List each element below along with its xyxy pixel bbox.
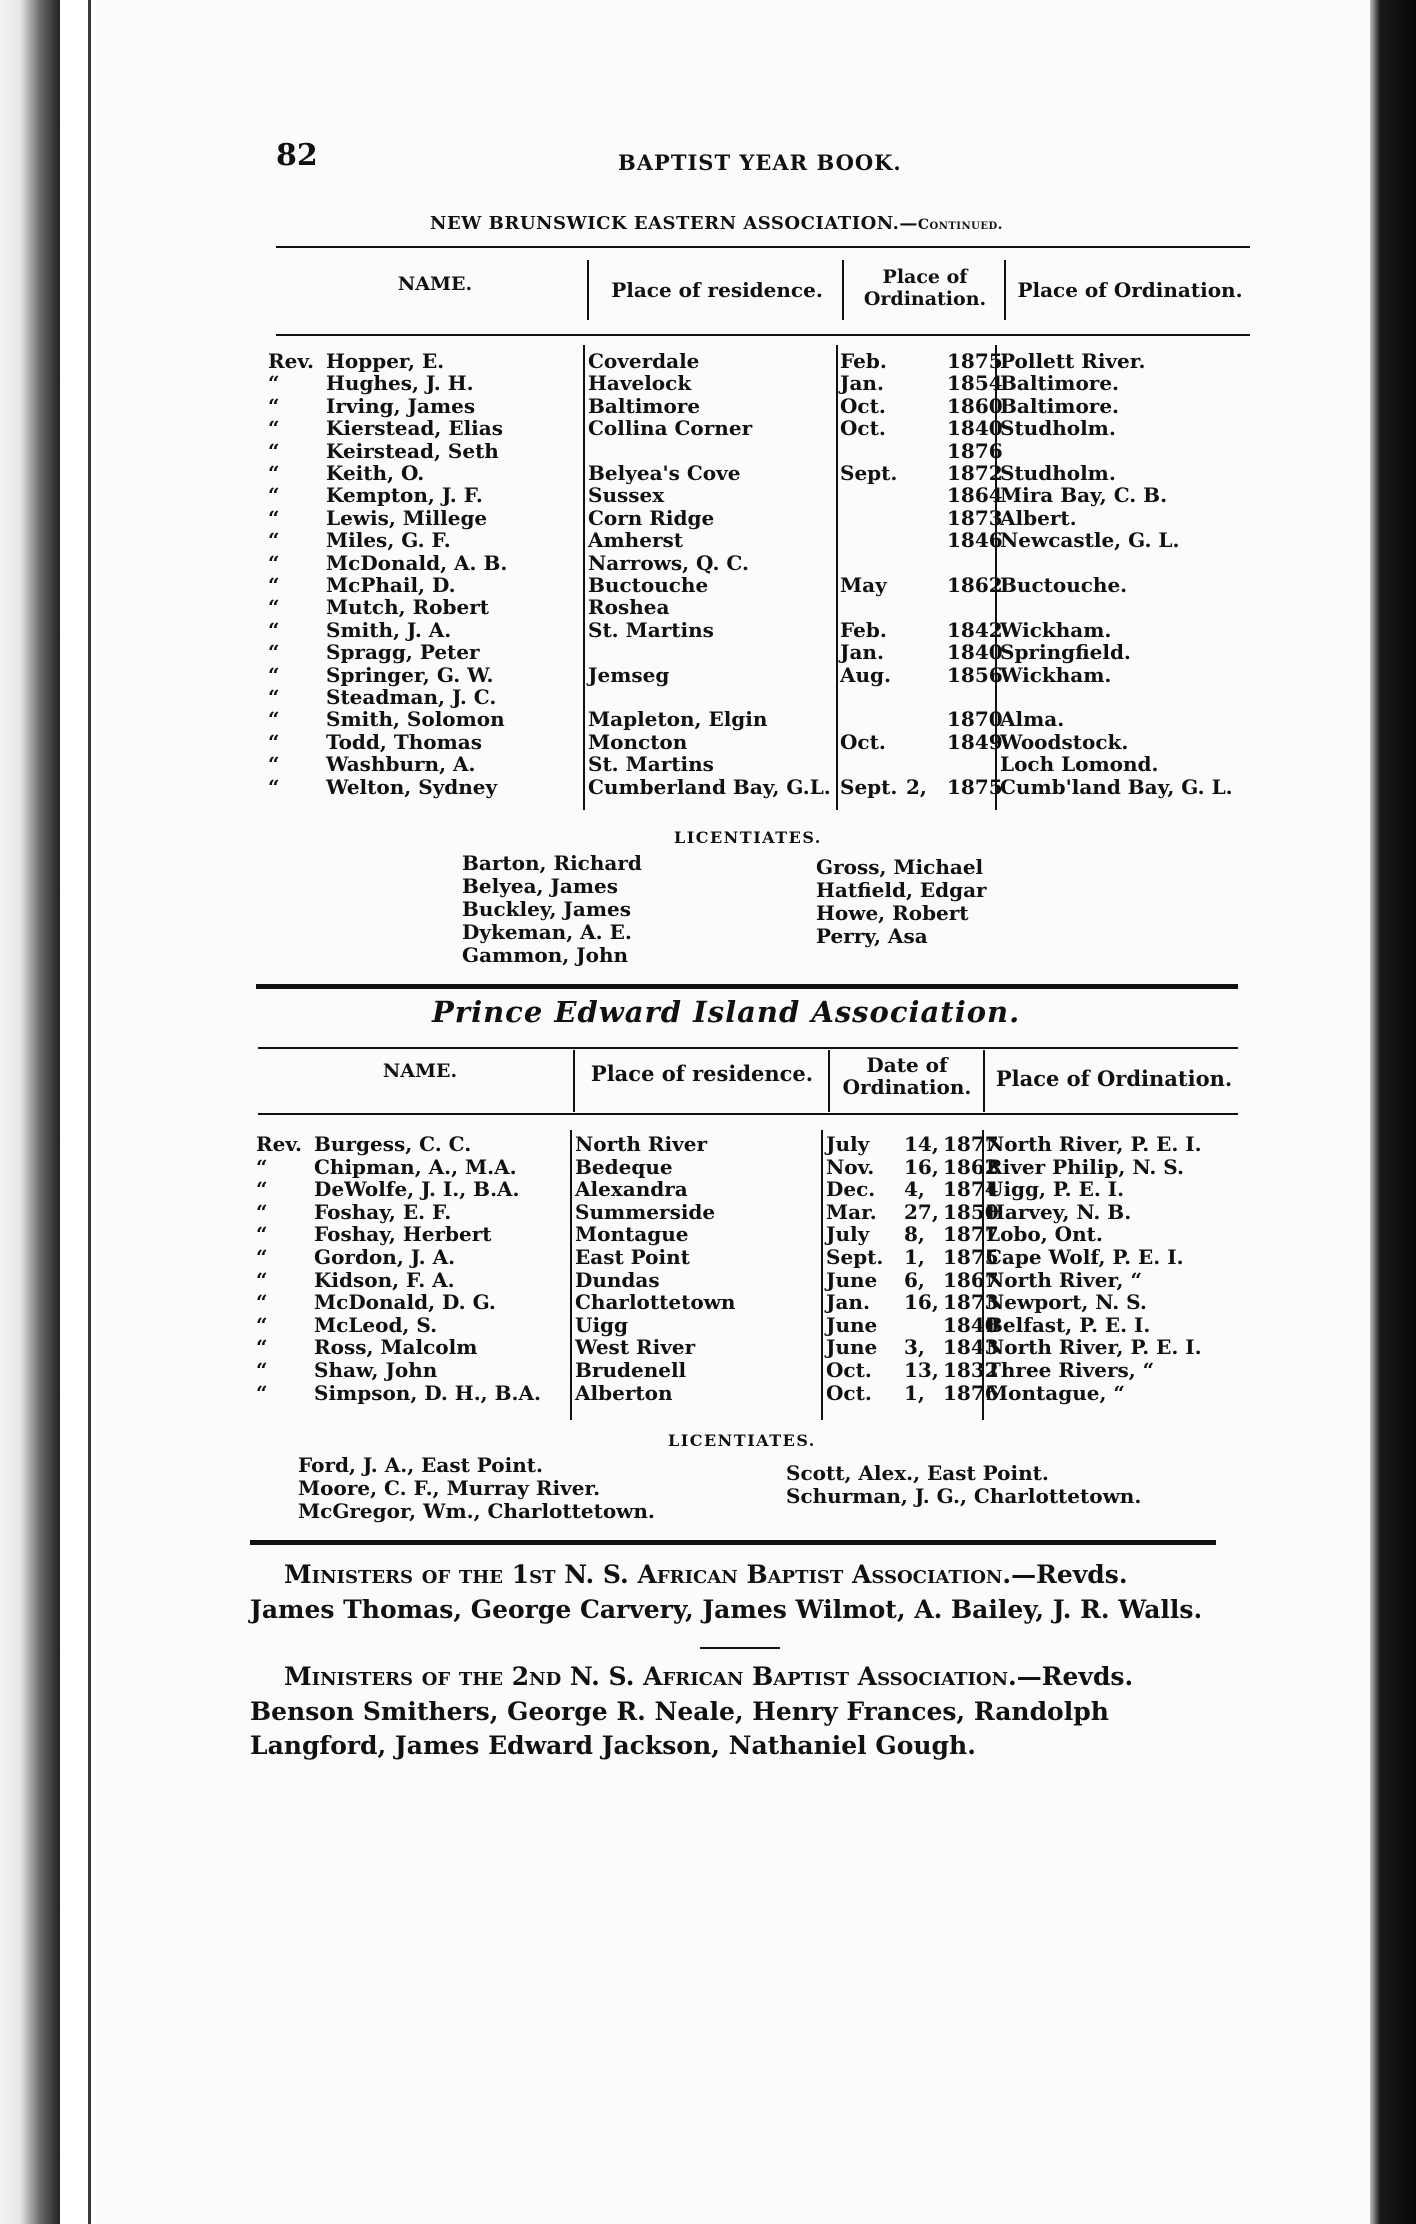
- pei-header-divider-3: [983, 1050, 985, 1112]
- row-day: 2,: [906, 774, 927, 799]
- table-row: [0, 1223, 1416, 1246]
- row-year: 1840: [943, 1312, 999, 1337]
- row-name: Kempton, J. F.: [326, 483, 483, 508]
- row-name: Gordon, J. A.: [314, 1245, 456, 1269]
- pei-licentiates-right: [786, 1462, 1141, 1508]
- licentiate: Moore, C. F., Murray River.: [298, 1476, 601, 1500]
- row-residence: Sussex: [588, 483, 665, 508]
- row-place: Pollett River.: [1000, 349, 1146, 373]
- table-row: [0, 753, 1416, 776]
- row-place: Studholm.: [1000, 416, 1116, 441]
- row-prefix: “: [256, 1290, 268, 1315]
- row-prefix: “: [268, 685, 280, 709]
- row-name: McDonald, D. G.: [314, 1290, 496, 1315]
- row-month: June: [826, 1312, 878, 1337]
- nb-col-date: Place of Ordination.: [863, 266, 987, 310]
- row-year: 1832: [943, 1358, 999, 1382]
- row-year: 1873: [943, 1290, 999, 1315]
- row-year: 1854: [947, 371, 1003, 396]
- row-month: Sept.: [840, 461, 898, 485]
- row-residence: St. Martins: [588, 752, 714, 777]
- row-day: 1,: [904, 1245, 925, 1269]
- row-residence: Baltimore: [588, 393, 701, 418]
- table-row: [0, 1156, 1416, 1179]
- row-month: Feb.: [840, 349, 887, 373]
- row-year: 1856: [947, 662, 1003, 687]
- table-row: [0, 664, 1416, 687]
- row-month: Nov.: [826, 1154, 875, 1179]
- row-place: Baltimore.: [1000, 393, 1120, 418]
- row-name: Hopper, E.: [326, 349, 445, 373]
- row-place: Springfield.: [1000, 640, 1131, 665]
- row-name: Steadman, J. C.: [326, 685, 497, 709]
- row-name: Shaw, John: [314, 1358, 438, 1382]
- row-residence: West River: [575, 1335, 696, 1360]
- table-row: [0, 552, 1416, 575]
- row-name: Springer, G. W.: [326, 662, 494, 687]
- row-month: May: [840, 573, 887, 597]
- row-year: 1876: [947, 438, 1003, 463]
- row-prefix: “: [268, 550, 280, 575]
- african-2-revds: —Revds.: [1016, 1662, 1134, 1691]
- row-month: Dec.: [826, 1177, 876, 1202]
- african-1-heading: Ministers of the 1st N. S. African Baptist Association.: [284, 1560, 1012, 1589]
- row-name: Spragg, Peter: [326, 640, 480, 665]
- row-place: Woodstock.: [1000, 729, 1129, 754]
- row-prefix: “: [268, 505, 280, 530]
- row-month: Oct.: [840, 416, 886, 441]
- row-residence: Charlottetown: [575, 1290, 736, 1315]
- table-row: [0, 350, 1416, 373]
- row-name: McLeod, S.: [314, 1312, 438, 1337]
- short-divider: [700, 1647, 780, 1649]
- row-place: Buctouche.: [1000, 573, 1128, 597]
- row-day: 27,: [904, 1199, 939, 1224]
- licentiate: Buckley, James: [462, 897, 632, 921]
- row-month: Oct.: [840, 393, 886, 418]
- table-row: [0, 395, 1416, 418]
- table-row: [0, 372, 1416, 395]
- book-spine-left: [0, 0, 60, 2224]
- row-month: Mar.: [826, 1199, 877, 1224]
- row-place: Studholm.: [1000, 461, 1116, 485]
- row-residence: Belyea's Cove: [588, 461, 741, 485]
- row-prefix: “: [256, 1245, 268, 1269]
- row-year: 1874: [943, 1177, 999, 1202]
- row-place: Newport, N. S.: [986, 1290, 1147, 1315]
- licentiate: McGregor, Wm., Charlottetown.: [298, 1499, 655, 1523]
- row-prefix: “: [268, 393, 280, 418]
- row-prefix: “: [268, 617, 280, 642]
- licentiate: Gross, Michael: [816, 855, 984, 879]
- table-row: [0, 1291, 1416, 1314]
- nb-licentiates-right: [816, 856, 987, 948]
- pei-header-divider-2: [828, 1050, 830, 1112]
- row-prefix: “: [256, 1199, 268, 1224]
- row-name: McDonald, A. B.: [326, 550, 508, 575]
- pei-section-title: Prince Edward Island Association.: [432, 995, 1021, 1029]
- row-residence: East Point: [575, 1245, 690, 1269]
- table-row: [0, 641, 1416, 664]
- licentiate: Schurman, J. G., Charlottetown.: [786, 1484, 1142, 1508]
- row-place: Wickham.: [1000, 617, 1112, 642]
- running-head: BAPTIST YEAR BOOK.: [618, 150, 902, 175]
- table-row: [0, 1382, 1416, 1405]
- row-name: Hughes, J. H.: [326, 371, 474, 396]
- row-place: Loch Lomond.: [1000, 752, 1159, 777]
- licentiate: Howe, Robert: [816, 901, 969, 925]
- row-day: 8,: [904, 1222, 925, 1247]
- nb-title-main: NEW BRUNSWICK EASTERN ASSOCIATION.—: [430, 213, 918, 234]
- row-month: Oct.: [826, 1358, 872, 1382]
- pei-licentiates-title: LICENTIATES.: [668, 1431, 816, 1450]
- row-month: Jan.: [840, 371, 884, 396]
- pei-col-name: NAME.: [382, 1060, 458, 1082]
- row-year: 1860: [947, 393, 1003, 418]
- row-name: Smith, J. A.: [326, 617, 452, 642]
- row-residence: Moncton: [588, 729, 688, 754]
- table-row: [0, 776, 1416, 799]
- row-residence: Narrows, Q. C.: [588, 550, 749, 575]
- book-edge-right: [1370, 0, 1416, 2224]
- page-number: 82: [276, 138, 318, 173]
- row-place: Albert.: [1000, 505, 1077, 530]
- row-prefix: “: [268, 595, 280, 620]
- table-row: [0, 462, 1416, 485]
- african-2-heading-line: [284, 1660, 1133, 1693]
- pei-col-place: Place of Ordination.: [995, 1066, 1233, 1091]
- row-place: Lobo, Ont.: [986, 1222, 1103, 1247]
- row-prefix: “: [268, 371, 280, 396]
- table-row: [0, 574, 1416, 597]
- row-place: Harvey, N. B.: [986, 1199, 1132, 1224]
- row-prefix: “: [268, 528, 280, 553]
- row-name: Burgess, C. C.: [314, 1132, 472, 1156]
- row-name: Foshay, E. F.: [314, 1199, 452, 1224]
- table-row: [0, 1201, 1416, 1224]
- row-residence: Jemseg: [588, 662, 670, 687]
- row-year: 1849: [947, 729, 1003, 754]
- licentiate: Ford, J. A., East Point.: [298, 1453, 543, 1477]
- row-residence: Summerside: [575, 1199, 716, 1224]
- table-row: [0, 529, 1416, 552]
- row-place: Cumb'land Bay, G. L.: [1000, 774, 1233, 799]
- row-day: 16,: [904, 1290, 939, 1315]
- row-name: Lewis, Millege: [326, 505, 488, 530]
- table-row: [0, 417, 1416, 440]
- nb-header-divider-2: [842, 260, 844, 320]
- pei-header-divider-1: [573, 1050, 575, 1112]
- section-divider-rule: [256, 984, 1238, 989]
- row-prefix: “: [268, 774, 280, 799]
- row-residence: Montague: [575, 1222, 689, 1247]
- row-year: 1843: [943, 1335, 999, 1360]
- row-residence: Alberton: [575, 1380, 673, 1405]
- row-name: Washburn, A.: [326, 752, 476, 777]
- row-name: Chipman, A., M.A.: [314, 1154, 517, 1179]
- licentiate: Belyea, James: [462, 874, 619, 898]
- nb-header-divider-3: [1004, 260, 1006, 320]
- row-residence: Alexandra: [575, 1177, 688, 1202]
- row-year: 1875: [947, 774, 1003, 799]
- row-residence: Brudenell: [575, 1358, 687, 1382]
- african-1-revds: —Revds.: [1011, 1560, 1128, 1589]
- table-row: [0, 1269, 1416, 1292]
- table-row: [0, 686, 1416, 709]
- nb-section-title: [430, 213, 1003, 234]
- row-year: 1872: [947, 461, 1003, 485]
- table-row: [0, 1133, 1416, 1156]
- row-prefix: “: [256, 1177, 268, 1202]
- row-place: Belfast, P. E. I.: [986, 1312, 1151, 1337]
- row-residence: Cumberland Bay, G.L.: [588, 774, 831, 799]
- table-row: [0, 619, 1416, 642]
- row-month: June: [826, 1335, 878, 1360]
- table-row: [0, 507, 1416, 530]
- licentiate: Perry, Asa: [816, 924, 928, 948]
- row-place: Three Rivers, “: [986, 1358, 1155, 1382]
- row-residence: St. Martins: [588, 617, 714, 642]
- pei-licentiates-left: [298, 1454, 655, 1523]
- row-place: River Philip, N. S.: [986, 1154, 1184, 1179]
- row-name: Foshay, Herbert: [314, 1222, 492, 1247]
- row-year: 1876: [943, 1380, 999, 1405]
- row-residence: Bedeque: [575, 1154, 673, 1179]
- licentiate: Scott, Alex., East Point.: [786, 1461, 1049, 1485]
- row-place: North River, P. E. I.: [986, 1132, 1202, 1156]
- row-month: July: [826, 1222, 870, 1247]
- pei-header-bottom-rule: [258, 1113, 1238, 1115]
- nb-header-divider-1: [587, 260, 589, 320]
- nb-col-place: Place of Ordination.: [1017, 278, 1243, 302]
- row-prefix: “: [268, 573, 280, 597]
- row-name: Keirstead, Seth: [326, 438, 499, 463]
- row-year: 1877: [943, 1132, 999, 1156]
- row-residence: Uigg: [575, 1312, 629, 1337]
- row-year: 1862: [943, 1154, 999, 1179]
- row-name: Todd, Thomas: [326, 729, 482, 754]
- row-day: 16,: [904, 1154, 939, 1179]
- row-day: 13,: [904, 1358, 939, 1382]
- row-prefix: “: [256, 1335, 268, 1360]
- row-year: 1875: [943, 1245, 999, 1269]
- row-name: Mutch, Robert: [326, 595, 490, 620]
- row-year: 1870: [947, 707, 1003, 732]
- nb-header-top-rule: [276, 246, 1250, 248]
- row-prefix: “: [256, 1154, 268, 1179]
- row-day: 6,: [904, 1267, 925, 1292]
- row-prefix: “: [256, 1358, 268, 1382]
- table-row: [0, 1336, 1416, 1359]
- row-name: Smith, Solomon: [326, 707, 505, 732]
- row-year: 1875: [947, 349, 1003, 373]
- row-name: Miles, G. F.: [326, 528, 451, 553]
- african-2-names-line-2: Langford, James Edward Jackson, Nathaniel Gough.: [250, 1731, 976, 1760]
- row-year: 1840: [947, 416, 1003, 441]
- row-month: Jan.: [840, 640, 884, 665]
- row-prefix: Rev.: [256, 1132, 302, 1156]
- african-2-names-line-1: Benson Smithers, George R. Neale, Henry Frances, Randolph: [250, 1697, 1109, 1726]
- row-prefix: “: [268, 707, 280, 732]
- row-residence: Mapleton, Elgin: [588, 707, 768, 732]
- row-place: Newcastle, G. L.: [1000, 528, 1180, 553]
- section-divider-rule-2: [250, 1540, 1216, 1545]
- row-prefix: Rev.: [268, 349, 314, 373]
- licentiate: Dykeman, A. E.: [462, 920, 632, 944]
- row-name: DeWolfe, J. I., B.A.: [314, 1177, 520, 1202]
- row-name: Kierstead, Elias: [326, 416, 503, 441]
- table-row: [0, 731, 1416, 754]
- row-residence: Collina Corner: [588, 416, 753, 441]
- pei-col-date: Date of Ordination.: [842, 1053, 972, 1099]
- table-row: [0, 1178, 1416, 1201]
- row-day: 14,: [904, 1132, 939, 1156]
- row-place: Baltimore.: [1000, 371, 1120, 396]
- row-place: North River, “: [986, 1267, 1142, 1292]
- row-residence: Roshea: [588, 595, 670, 620]
- row-year: 1867: [943, 1267, 999, 1292]
- row-month: Sept.: [826, 1245, 884, 1269]
- licentiate: Hatfield, Edgar: [816, 878, 987, 902]
- nb-col-residence: Place of residence.: [611, 278, 823, 302]
- row-month: July: [826, 1132, 870, 1156]
- row-year: 1862: [947, 573, 1003, 597]
- pei-header-top-rule: [258, 1047, 1238, 1049]
- row-prefix: “: [268, 438, 280, 463]
- row-place: Uigg, P. E. I.: [986, 1177, 1125, 1202]
- row-month: Aug.: [840, 662, 892, 687]
- row-prefix: “: [268, 416, 280, 441]
- table-row: [0, 1246, 1416, 1269]
- licentiate: Gammon, John: [462, 943, 629, 967]
- page-edge-line: [88, 0, 91, 2224]
- table-row: [0, 484, 1416, 507]
- row-year: 1850: [943, 1199, 999, 1224]
- african-1-heading-line: [284, 1558, 1128, 1591]
- row-prefix: “: [256, 1312, 268, 1337]
- row-place: Wickham.: [1000, 662, 1112, 687]
- licentiate: Barton, Richard: [462, 851, 642, 875]
- row-residence: Havelock: [588, 371, 692, 396]
- pei-col-residence: Place of residence.: [590, 1061, 814, 1086]
- nb-licentiates-title: LICENTIATES.: [674, 828, 822, 847]
- row-residence: Buctouche: [588, 573, 709, 597]
- row-month: Feb.: [840, 617, 887, 642]
- row-place: Mira Bay, C. B.: [1000, 483, 1168, 508]
- row-prefix: “: [256, 1222, 268, 1247]
- row-name: Kidson, F. A.: [314, 1267, 455, 1292]
- row-name: Irving, James: [326, 393, 476, 418]
- row-name: Simpson, D. H., B.A.: [314, 1380, 541, 1405]
- row-place: Cape Wolf, P. E. I.: [986, 1245, 1184, 1269]
- row-month: Jan.: [826, 1290, 870, 1315]
- nb-header-bottom-rule: [276, 334, 1250, 336]
- row-day: 3,: [904, 1335, 925, 1360]
- row-month: Oct.: [840, 729, 886, 754]
- table-row: [0, 440, 1416, 463]
- row-month: Sept.: [840, 774, 898, 799]
- row-prefix: “: [268, 662, 280, 687]
- table-row: [0, 1314, 1416, 1337]
- row-prefix: “: [256, 1380, 268, 1405]
- nb-licentiates-left: [462, 852, 642, 967]
- row-place: North River, P. E. I.: [986, 1335, 1202, 1360]
- row-residence: North River: [575, 1132, 708, 1156]
- african-1-names: James Thomas, George Carvery, James Wilmot, A. Bailey, J. R. Walls.: [250, 1595, 1203, 1624]
- row-place: Alma.: [1000, 707, 1065, 732]
- row-year: 1840: [947, 640, 1003, 665]
- row-residence: Coverdale: [588, 349, 700, 373]
- row-prefix: “: [268, 483, 280, 508]
- row-year: 1842: [947, 617, 1003, 642]
- row-year: 1846: [947, 528, 1003, 553]
- row-day: 4,: [904, 1177, 925, 1202]
- row-name: Welton, Sydney: [326, 774, 498, 799]
- row-month: June: [826, 1267, 878, 1292]
- row-month: Oct.: [826, 1380, 872, 1405]
- row-prefix: “: [268, 752, 280, 777]
- nb-col-name: NAME.: [397, 273, 473, 295]
- row-year: 1864: [947, 483, 1003, 508]
- row-year: 1873: [947, 505, 1003, 530]
- african-2-heading: Ministers of the 2nd N. S. African Baptist Association.: [284, 1662, 1017, 1691]
- row-place: Montague, “: [986, 1380, 1125, 1405]
- row-prefix: “: [256, 1267, 268, 1292]
- table-row: [0, 708, 1416, 731]
- row-prefix: “: [268, 640, 280, 665]
- row-prefix: “: [268, 729, 280, 754]
- row-prefix: “: [268, 461, 280, 485]
- row-year: 1877: [943, 1222, 999, 1247]
- row-name: Keith, O.: [326, 461, 425, 485]
- row-residence: Amherst: [588, 528, 683, 553]
- row-name: Ross, Malcolm: [314, 1335, 478, 1360]
- row-residence: Dundas: [575, 1267, 660, 1292]
- row-name: McPhail, D.: [326, 573, 456, 597]
- row-residence: Corn Ridge: [588, 505, 715, 530]
- row-day: 1,: [904, 1380, 925, 1405]
- table-row: [0, 596, 1416, 619]
- nb-title-suffix: Continued.: [917, 217, 1004, 233]
- table-row: [0, 1359, 1416, 1382]
